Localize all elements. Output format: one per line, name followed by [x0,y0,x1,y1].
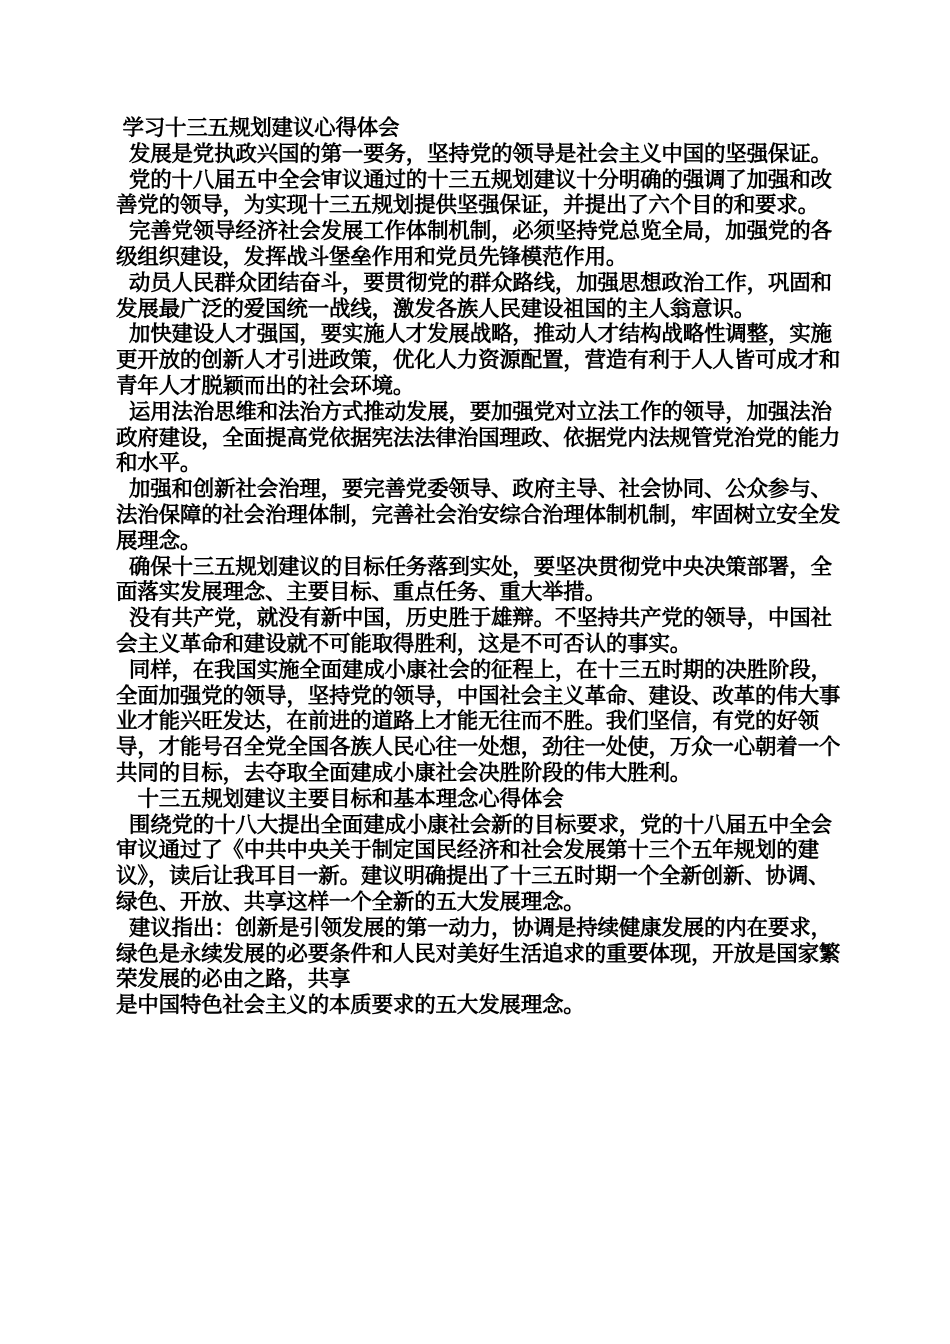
paragraph-9: 没有共产党，就没有新中国，历史胜于雄辩。不坚持共产党的领导，中国社会主义革命和建设就不可能取得胜利，这是不可否认的事实。 [116,606,832,657]
paragraph-13: 是中国特色社会主义的本质要求的五大发展理念。 [116,993,585,1019]
paragraph-2: 党的十八届五中全会审议通过的十三五规划建议十分明确的强调了加强和改善党的领导，为实现十三五规划提供坚强保证，并提出了六个目的和要求。 [116,167,832,219]
paragraph-3: 完善党领导经济社会发展工作体制机制，必须坚持党总览全局，加强党的各级组织建设，发挥战斗堡垒作用和党员先锋模范作用。 [116,219,832,270]
paragraph-8: 确保十三五规划建议的目标任务落到实处，要坚决贯彻党中央决策部署，全面落实发展理念、主要目标、重点任务、重大举措。 [116,554,832,606]
paragraph-11: 围绕党的十八大提出全面建成小康社会新的目标要求，党的十八届五中全会审议通过了《中共中央关于制定国民经济和社会发展第十三个五年规划的建议》，读后让我耳目一新。建议明确提出了十三五时期一个全新创新、协调、绿色、开放、共享这样一个全新的五大发展理念。 [116,812,832,915]
paragraph-5: 加快建设人才强国，要实施人才发展战略，推动人才结构战略性调整，实施更开放的创新人才引进政策，优化人力资源配置，营造有利于人人皆可成才和青年人才脱颖而出的社会环境。 [116,322,841,399]
document-page [116,116,846,1019]
paragraph-1: 发展是党执政兴国的第一要务，坚持党的领导是社会主义中国的坚强保证。 [128,141,832,167]
document-title: 学习十三五规划建议心得体会 [122,116,400,141]
paragraph-7: 加强和创新社会治理，要完善党委领导、政府主导、社会协同、公众参与、法治保障的社会治理体制，完善社会治安综合治理体制机制，牢固树立安全发展理念。 [116,477,841,554]
section-subtitle: 十三五规划建议主要目标和基本理念心得体会 [137,786,564,812]
paragraph-6: 运用法治思维和法治方式推动发展，要加强党对立法工作的领导，加强法治政府建设，全面提高党依据宪法法律治国理政、依据党内法规管党治党的能力和水平。 [116,399,841,477]
paragraph-4: 动员人民群众团结奋斗，要贯彻党的群众路线，加强思想政治工作，巩固和发展最广泛的爱国统一战线，激发各族人民建设祖国的主人翁意识。 [116,270,832,322]
paragraph-10: 同样，在我国实施全面建成小康社会的征程上，在十三五时期的决胜阶段，全面加强党的领导，坚持党的领导，中国社会主义革命、建设、改革的伟大事业才能兴旺发达，在前进的道路上才能无往而不胜。我们坚信，有党的好领导，才能号召全党全国各族人民心往一处想，劲往一处使，万众一心朝着一个共同的目标，去夺取全面建成小康社会决胜阶段的伟大胜利。 [116,657,841,786]
paragraph-12: 建议指出：创新是引领发展的第一动力，协调是持续健康发展的内在要求，绿色是永续发展的必要条件和人民对美好生活追求的重要体现，开放是国家繁荣发展的必由之路，共享 [116,915,841,993]
